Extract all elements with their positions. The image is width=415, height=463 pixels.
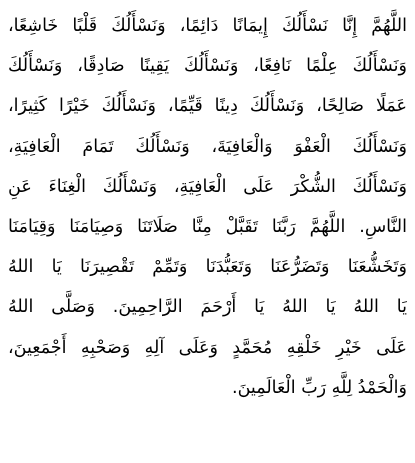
prayer-line-10: وَالْحَمْدُ لِلَّهِ رَبِّ الْعَالَمِينَ. [232,377,407,398]
prayer-line-1: اللَّهُمَّ إِنَّا نَسْأَلُكَ إِيمَانًا دَائِمًا، وَنَسْأَلُكَ قَلْبًا خَاشِعًا، [8,16,407,36]
prayer-line-6: النَّاسِ. اللَّهُمَّ رَبَّنَا تَقَبَّلْ مِنَّا صَلَاتَنَا وَصِيَامَنَا وَقِيَامَنَا [8,216,407,237]
prayer-text [8,6,407,408]
prayer-line-5: وَنَسْأَلُكَ الشُّكْرَ عَلَى الْعَافِيَةِ، وَنَسْأَلُكَ الْغِنَاءَ عَنِ [8,176,407,197]
prayer-line-9: عَلَى خَيْرِ خَلْقِهِ مُحَمَّدٍ وَعَلَى آلِهِ وَصَحْبِهِ أَجْمَعِينَ، [8,337,407,358]
prayer-line-3: عَمَلًا صَالِحًا، وَنَسْأَلُكَ دِينًا قَيِّمًا، وَنَسْأَلُكَ خَيْرًا كَثِيرًا، [8,96,407,117]
prayer-line-2: وَنَسْأَلُكَ عِلْمًا نَافِعًا، وَنَسْأَلُكَ يَقِينًا صَادِقًا، وَنَسْأَلُكَ [8,56,407,77]
prayer-line-7: وَتَخَشُّعَنَا وَتَضَرُّعَنَا وَتَعَبُّدَنَا وَتَمِّمْ تَقْصِيرَنَا يَا اللهُ [8,257,407,278]
prayer-line-4: وَنَسْأَلُكَ الْعَفْوَ وَالْعَافِيَةَ، وَنَسْأَلُكَ تَمَامَ الْعَافِيَةِ، [8,136,407,157]
prayer-line-8: يَا اللهُ يَا اللهُ يَا أَرْحَمَ الرَّاحِمِينَ. وَصَلَّى اللهُ [8,297,407,318]
